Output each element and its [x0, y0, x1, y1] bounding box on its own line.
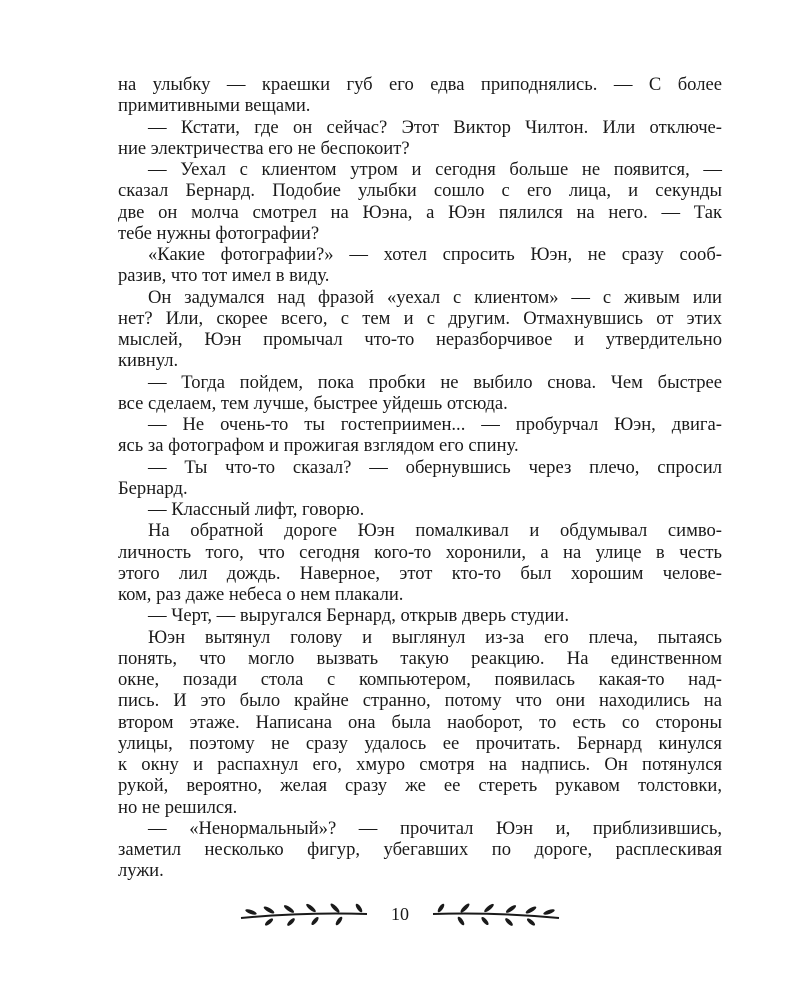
text-line: рукой, вероятно, желая сразу же ее стереть рукавом толстовки, [118, 775, 722, 797]
page-footer [0, 898, 800, 930]
text-line: тебе нужны фотографии? [118, 222, 320, 244]
text-line: мыслей, Юэн промычал что-то неразборчивое и утвердительно [118, 329, 722, 350]
text-line: — Черт, — выругался Бернард, открыв дверь студии. [148, 605, 570, 627]
paragraph [118, 159, 722, 244]
text-line: — Ты что-то сказал? — обернувшись через плечо, спросил [148, 456, 722, 478]
text-line: ясь за фотографом и прожигая взглядом его спину. [118, 435, 519, 457]
text-line: к окну и распахнул его, хмуро смотря на надпись. Он потянулся [118, 754, 722, 775]
paragraph [118, 818, 722, 882]
paragraph [118, 117, 722, 160]
text-line: личность того, что сегодня кого-то хоронили, а на улице в честь [118, 541, 722, 563]
text-line: пись. И это было крайне странно, потому что они находились на [118, 690, 722, 712]
text-line: ком, раз даже небеса о нем плакали. [118, 584, 404, 605]
text-line: — «Ненормальный»? — прочитал Юэн и, приблизившись, [148, 817, 722, 839]
text-line: но не решился. [118, 796, 238, 818]
paragraph [118, 457, 722, 500]
text-line: понять, что могло вызвать такую реакцию. На единственном [118, 647, 722, 669]
paragraph [118, 287, 722, 372]
text-line: этого лил дождь. Наверное, этот кто-то был хорошим челове- [118, 562, 722, 584]
book-page-text [118, 74, 722, 882]
text-line: кивнул. [118, 350, 179, 372]
text-line: улицы, поэтому не сразу удалось ее прочитать. Бернард кинулся [118, 732, 722, 754]
text-line: — Кстати, где он сейчас? Этот Виктор Чилтон. Или отключе- [148, 116, 722, 138]
text-line: Бернард. [118, 477, 188, 499]
text-line: сказал Бернард. Подобие улыбки сошло с его лица, и секунды [118, 180, 722, 202]
text-line: — Не очень-то ты гостеприимен... — пробурчал Юэн, двига- [148, 414, 722, 435]
paragraph [118, 627, 722, 818]
paragraph [118, 372, 722, 415]
text-line: — Классный лифт, говорю. [148, 499, 365, 520]
text-line: Юэн вытянул голову и выглянул из-за его плеча, пытаясь [148, 626, 722, 648]
text-line: примитивными вещами. [118, 95, 311, 117]
paragraph [118, 74, 722, 117]
paragraph [118, 244, 722, 287]
paragraph [118, 605, 722, 626]
text-line: — Уехал с клиентом утром и сегодня больше не появится, — [148, 159, 722, 180]
text-line: втором этаже. Написана она была наоборот, то есть со стороны [118, 711, 722, 733]
paragraph [118, 414, 722, 457]
text-line: на улыбку — краешки губ его едва приподнялись. — С более [118, 74, 722, 95]
text-line: ние электричества его не беспокоит? [118, 137, 410, 159]
text-line: «Какие фотографии?» — хотел спросить Юэн, не сразу сооб- [148, 244, 722, 265]
text-line: На обратной дороге Юэн помалкивал и обдумывал симво- [148, 520, 722, 542]
paragraph [118, 520, 722, 605]
text-line: заметил несколько фигур, убегавших по дороге, расплескивая [118, 839, 722, 860]
text-line: Он задумался над фразой «уехал с клиентом» — с живым или [148, 286, 722, 308]
text-line: разив, что тот имел в виду. [118, 265, 330, 287]
paragraph [118, 499, 722, 520]
right-branch-ornament-icon [431, 902, 561, 926]
text-line: лужи. [118, 860, 164, 882]
text-line: все сделаем, тем лучше, быстрее уйдешь отсюда. [118, 392, 508, 414]
text-line: две он молча смотрел на Юэна, а Юэн пялился на него. — Так [118, 201, 722, 223]
left-branch-ornament-icon [239, 902, 369, 926]
text-line: нет? Или, скорее всего, с тем и с другим. Отмахнувшись от этих [118, 307, 722, 329]
text-line: — Тогда пойдем, пока пробки не выбило снова. Чем быстрее [148, 371, 722, 393]
page-number: 10 [391, 903, 409, 924]
text-line: окне, позади стола с компьютером, появилась какая-то над- [118, 669, 722, 690]
